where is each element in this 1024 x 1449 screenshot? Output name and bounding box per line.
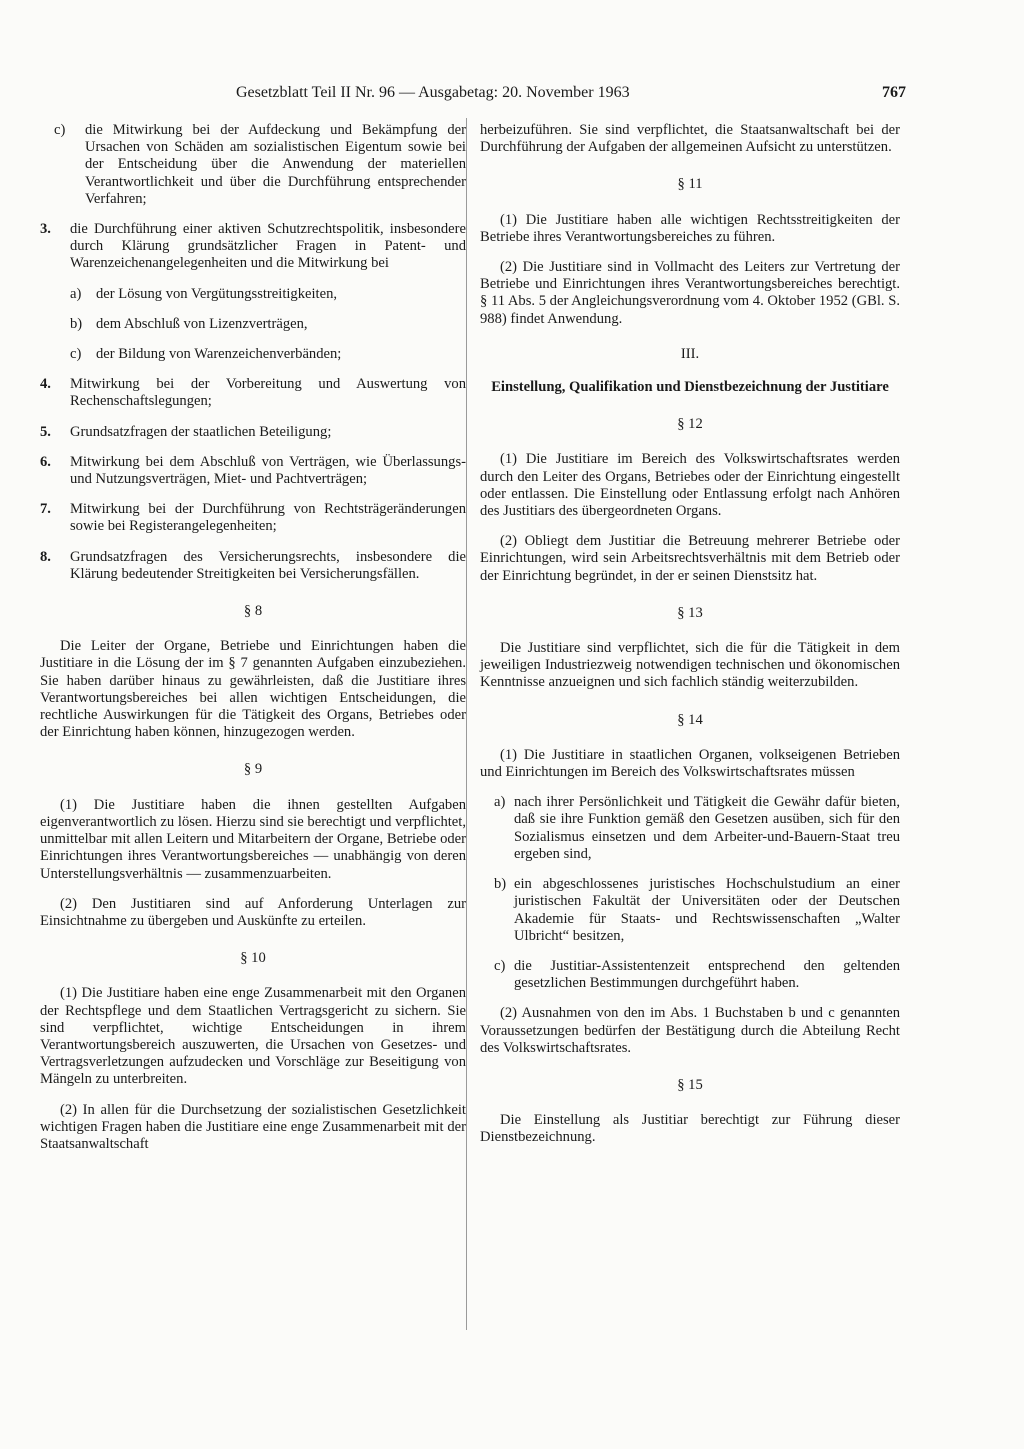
list-text: Grundsatzfragen des Versicherungsrechts, insbesondere die Klärung bedeutender Streitigkeiten bei Versicherungsfällen. [70,548,466,582]
list-marker: a) [70,285,82,302]
column-divider [466,118,467,1330]
section-15-text: Die Einstellung als Justitiar berechtigt zur Führung dieser Dienstbezeichnung. [480,1112,900,1146]
list-marker: a) [494,794,506,811]
section-10-continuation: herbeizuführen. Sie sind verpflichtet, die Staatsanwaltschaft bei der Durchführung der Aufgaben der allgemeinen Aufsicht zu unterstützen. [480,122,900,156]
list-item-14b [494,876,900,945]
section-heading-14: § 14 [677,711,703,728]
list-item-5 [40,424,466,441]
list-text: Mitwirkung bei der Vorbereitung und Auswertung von Rechenschaftslegungen; [70,376,466,410]
chapter-number: III. [680,345,700,362]
page-number: 767 [882,84,906,101]
section-13-text: Die Justitiare sind verpflichtet, sich die für die Tätigkeit in dem jeweiligen Industriezweig notwendigen technischen und ökonomischen Kenntnisse anzueignen und sich fachlich ständig weiterzubilden. [480,640,900,691]
list-text: dem Abschluß von Lizenzverträgen, [96,315,308,332]
list-text: die Mitwirkung bei der Aufdeckung und Bekämpfung der Ursachen von Schäden am sozialistischen Eigentum sowie bei der Entscheidung über die Anwendung der materiellen Verantwortlichkeit und über die Durchführung entsprechender Verfahren; [85,122,466,207]
section-10-paragraph-1: (1) Die Justitiare haben eine enge Zusammenarbeit mit den Organen der Rechtspflege und dem Staatlichen Vertragsgericht zu sichern. Sie sind verpflichtet, wichtige Entscheidungen in ihrem Verantwortungsbereich auszuwerten, die Ursachen von Gesetzes- und Vertragsverletzungen aufzudecken und Vorschläge zur Beseitigung von Mängeln zu unterbreiten. [40,985,466,1088]
list-item-3b [70,316,466,333]
list-text: Grundsatzfragen der staatlichen Beteiligung; [70,423,332,440]
list-item-3 [40,221,466,273]
running-header [236,84,906,106]
list-item-14c [494,958,900,992]
section-heading-10: § 10 [240,950,266,967]
section-heading-15: § 15 [677,1076,703,1093]
list-item-6 [40,454,466,488]
section-heading-12: § 12 [677,416,703,433]
list-marker: 5. [40,423,51,440]
section-9-paragraph-2: (2) Den Justitiaren sind auf Anforderung Unterlagen zur Einsichtnahme zu übergeben und Auskünfte zu erteilen. [40,895,466,929]
section-10-paragraph-2: (2) In allen für die Durchsetzung der sozialistischen Gesetzlichkeit wichtigen Fragen haben die Justitiare eine enge Zusammenarbeit mit der Staatsanwaltschaft [40,1101,466,1152]
right-column [480,122,900,1160]
list-item-3c [70,346,466,363]
section-12-paragraph-2: (2) Obliegt dem Justitiar die Betreuung mehrerer Betriebe oder Einrichtungen, wird sein Arbeitsrechtsverhältnis mit dem Betrieb oder der Einrichtung begründet, in der er seinen Dienstsitz hat. [480,533,900,584]
list-item-3a [70,286,466,303]
section-heading-13: § 13 [677,604,703,621]
list-marker: c) [70,346,82,363]
section-heading-8: § 8 [243,603,263,620]
list-text: nach ihrer Persönlichkeit und Tätigkeit die Gewähr dafür bieten, daß sie ihre Funktion gemäß den Gesetzen ausüben, sich für den Sozialismus einsetzen und dem Arbeiter-und-Bauern-Staat treu ergeben sind, [514,794,900,862]
section-heading-9: § 9 [243,761,263,778]
list-text: ein abgeschlossenes juristisches Hochschulstudium an einer juristischen Fakultät der Universitäten oder der Deutschen Akademie für Staats- und Rechtswissenschaften „Walter Ulbricht“ besitzen, [514,876,900,944]
list-marker: c) [54,122,66,138]
list-text: Mitwirkung bei der Durchführung von Rechtsträgeränderungen sowie bei Registerangelegenheiten; [70,501,466,535]
list-marker: 4. [40,376,51,393]
list-item-c [40,122,466,208]
list-marker: 7. [40,501,51,518]
section-14-paragraph-2: (2) Ausnahmen von den im Abs. 1 Buchstaben b und c genannten Voraussetzungen bedürfen der Bestätigung durch die Abteilung Recht des Volkswirtschaftsrates. [480,1005,900,1056]
list-item-14a [494,794,900,863]
list-marker: b) [494,876,507,893]
header-title: Gesetzblatt Teil II Nr. 96 — Ausgabetag: 20. November 1963 [236,84,630,101]
list-item-7 [40,501,466,535]
list-text: die Durchführung einer aktiven Schutzrechtspolitik, insbesondere durch Klärung grundsätzlicher Fragen in Patent- und Warenzeichenangelegenheiten und die Mitwirkung bei [70,221,466,272]
list-marker: c) [494,957,506,974]
section-12-paragraph-1: (1) Die Justitiare im Bereich des Volkswirtschaftsrates werden durch den Leiter des Organs, Betriebes oder der Einrichtung eingestellt oder entlassen. Die Einstellung oder Entlassung erfolgt nach Anhören des Justitiars des übergeordneten Organs. [480,451,900,520]
list-item-4 [40,376,466,410]
section-11-paragraph-2: (2) Die Justitiare sind in Vollmacht des Leiters zur Vertretung der Betriebe und Einrichtungen ihres Verantwortungsbereiches berechtigt. § 11 Abs. 5 der Angleichungsverordnung vom 4. Oktober 1952 (GBl. S. 988) findet Anwendung. [480,259,900,327]
list-marker: 3. [40,221,51,238]
list-text: der Bildung von Warenzeichenverbänden; [96,346,342,363]
section-14-paragraph-1: (1) Die Justitiare in staatlichen Organen, volkseigenen Betrieben und Einrichtungen im Bereich des Volkswirtschaftsrates müssen [480,746,900,781]
section-heading-11: § 11 [677,176,703,193]
list-text: Mitwirkung bei dem Abschluß von Verträgen, wie Überlassungs- und Nutzungsverträgen, Miet- und Pachtverträgen; [70,453,466,488]
list-marker: b) [70,315,83,332]
list-text: der Lösung von Vergütungsstreitigkeiten, [96,285,338,302]
list-marker: 6. [40,453,51,470]
left-column [40,122,466,1166]
chapter-title: Einstellung, Qualifikation und Dienstbezeichnung der Justitiare [491,379,889,396]
section-9-paragraph-1: (1) Die Justitiare haben die ihnen gestellten Aufgaben eigenverantwortlich zu lösen. Hierzu sind sie berechtigt und verpflichtet, unmittelbar mit allen Leitern und Mitarbeitern der Organe, Betriebe oder Einrichtungen ihres Verantwortungsbereiches — unabhängig von deren Unterstellungsverhältnis — zusammenzuarbeiten. [40,796,466,882]
section-11-paragraph-1: (1) Die Justitiare haben alle wichtigen Rechtsstreitigkeiten der Betriebe ihres Verantwortungsbereiches zu führen. [480,211,900,245]
list-text: die Justitiar-Assistentenzeit entsprechend den geltenden gesetzlichen Bestimmungen durchgeführt haben. [514,957,900,992]
list-marker: 8. [40,548,51,565]
list-item-8 [40,549,466,583]
section-8-text: Die Leiter der Organe, Betriebe und Einrichtungen haben die Justitiare in die Lösung der im § 7 genannten Aufgaben einzubeziehen. Sie haben darüber hinaus zu gewährleisten, daß die Justitiare ihres Verantwortungsbereiches bei allen wichtigen Entscheidungen, die rechtliche Auswirkungen für die Tätigkeit des Organs, Betriebes oder der Einrichtung haben können, hinzugezogen werden. [40,638,466,741]
